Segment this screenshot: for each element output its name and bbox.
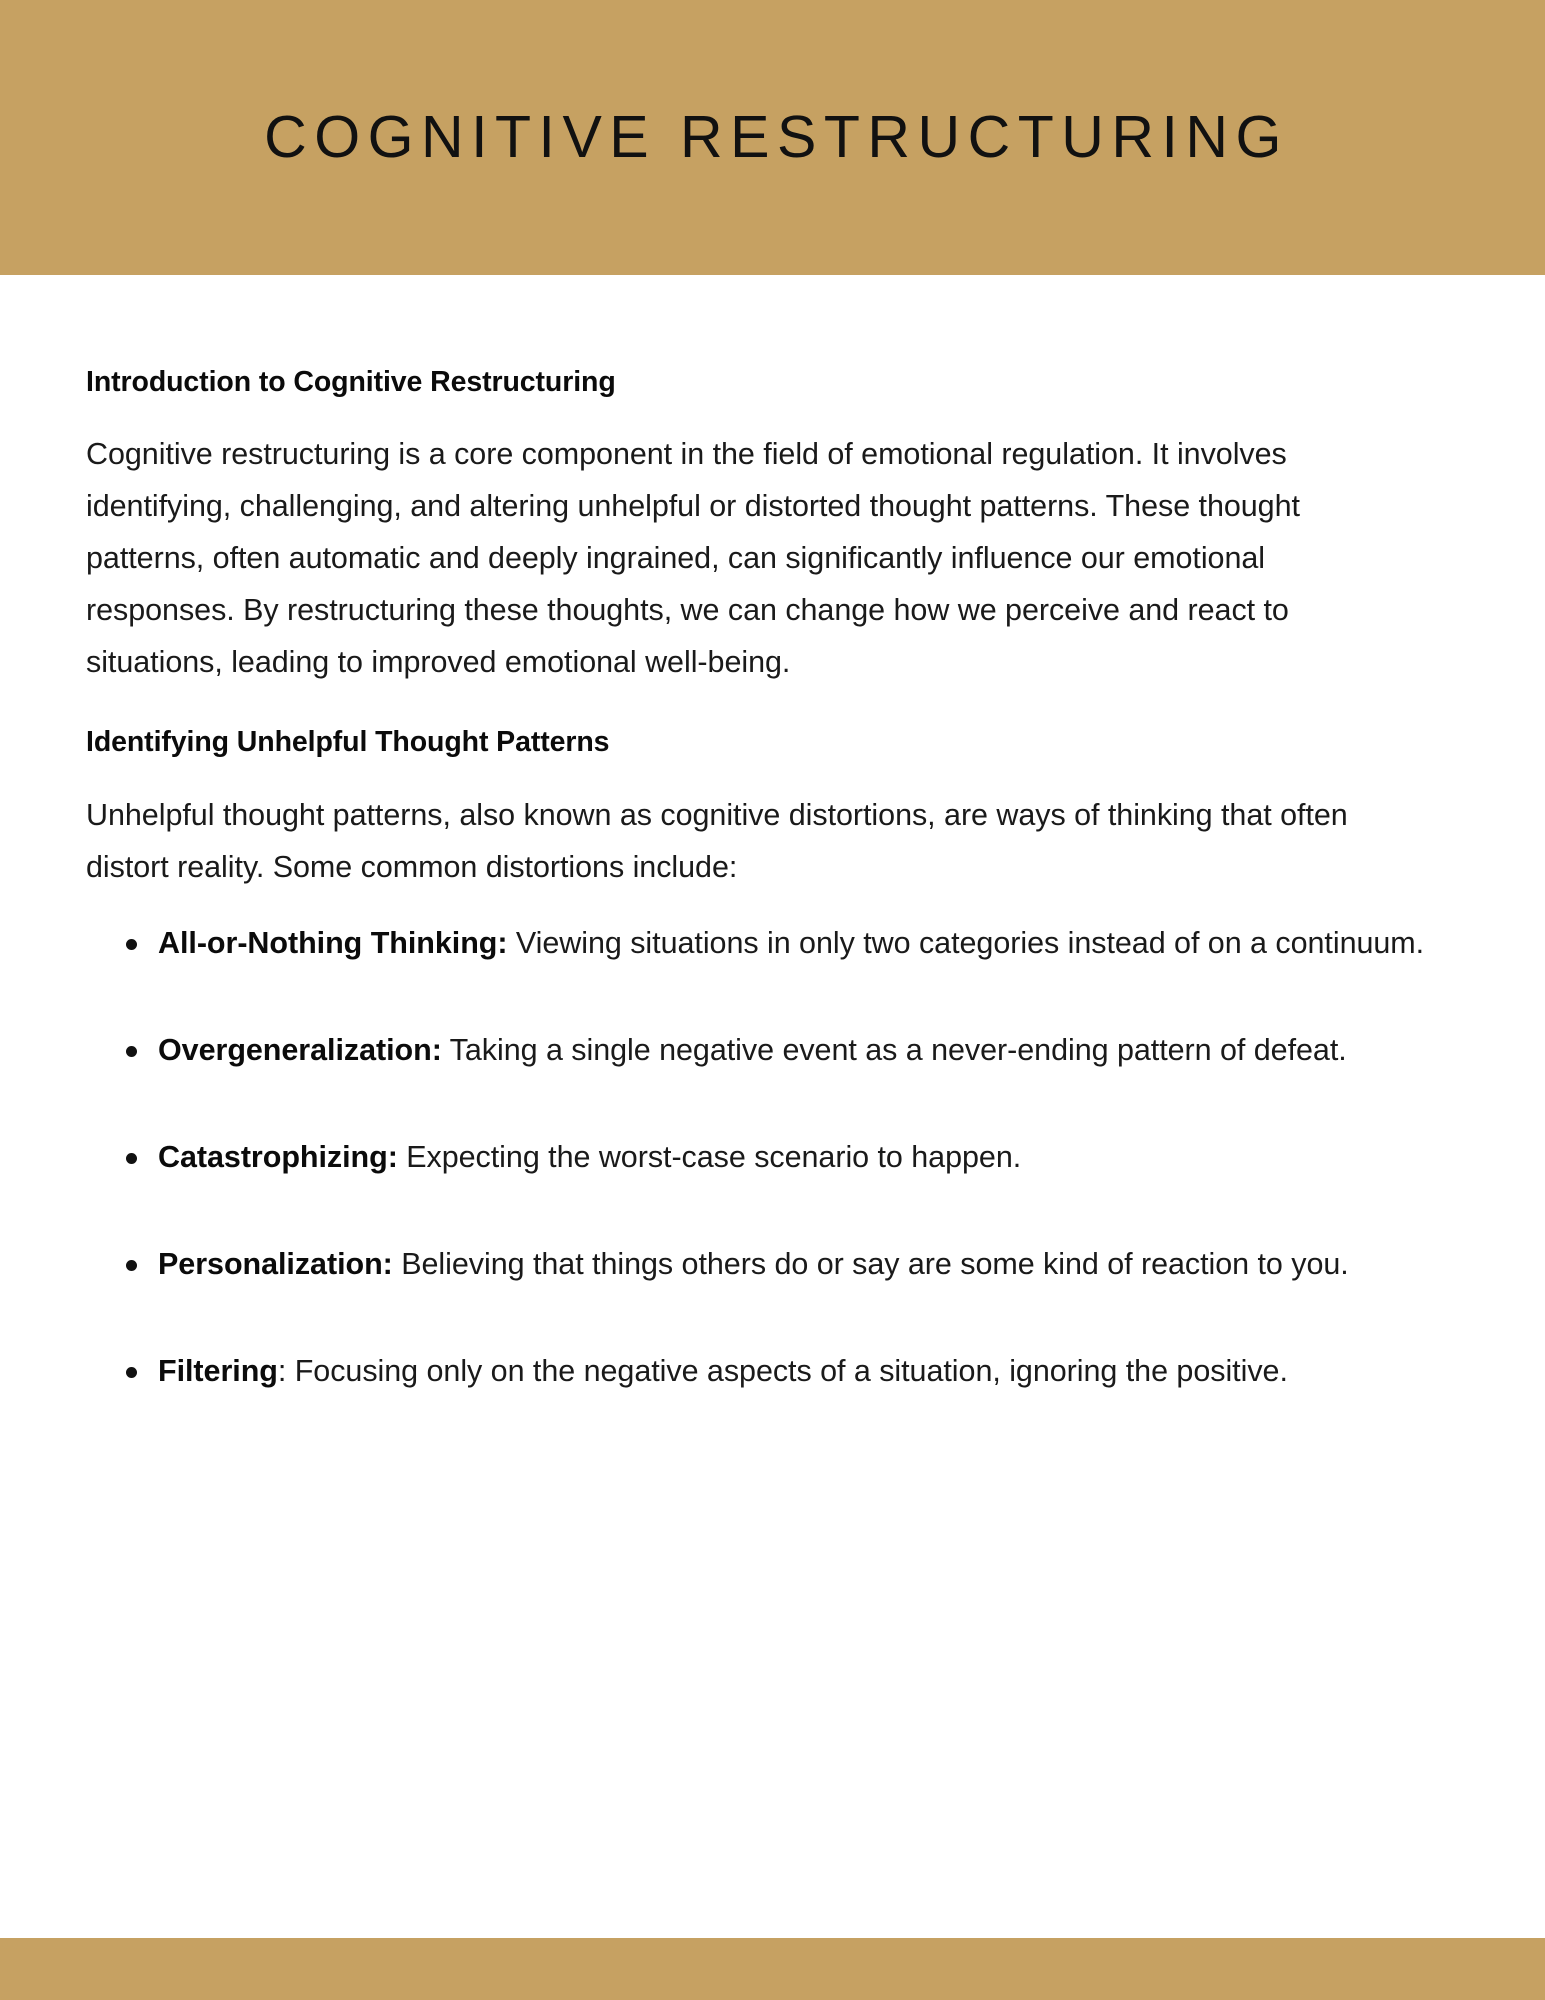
- list-item: [86, 1024, 1459, 1076]
- spacer: [86, 401, 1459, 428]
- page-title: COGNITIVE RESTRUCTURING: [264, 104, 1289, 171]
- list-item-description: Believing that things others do or say are some kind of reaction to you.: [392, 1246, 1349, 1281]
- spacer: [86, 762, 1459, 789]
- section-heading-identifying: Identifying Unhelpful Thought Patterns: [86, 726, 610, 759]
- list-item: [86, 1238, 1459, 1290]
- list-item-term: Filtering: [158, 1353, 278, 1388]
- list-item-description: : Focusing only on the negative aspects of a situation, ignoring the positive.: [277, 1353, 1288, 1388]
- list-item-term: Catastrophizing:: [158, 1139, 398, 1174]
- list-item: [86, 1131, 1459, 1183]
- document-body: [0, 275, 1545, 1938]
- section-heading-introduction: Introduction to Cognitive Restructuring: [86, 366, 616, 398]
- bullet-icon: [126, 1367, 137, 1378]
- list-item-term: Personalization:: [158, 1246, 393, 1281]
- paragraph-identifying: Unhelpful thought patterns, also known as cognitive distortions, are ways of thinking that often distort reality. Some common distortions include:: [86, 797, 1348, 884]
- spacer-top: [86, 275, 1459, 363]
- bullet-icon: [126, 1153, 137, 1164]
- bullet-icon: [126, 1046, 137, 1057]
- bullet-icon: [126, 939, 137, 950]
- list-item-description: Expecting the worst-case scenario to happen.: [397, 1139, 1022, 1174]
- header-band: [0, 0, 1545, 275]
- spacer: [86, 893, 1459, 917]
- paragraph-introduction: Cognitive restructuring is a core component in the field of emotional regulation. It involves identifying, challenging, and altering unhelpful or distorted thought patterns. These thought patterns, often automatic and deeply ingrained, can significantly influence our emotional responses. By restructuring these thoughts, we can change how we perceive and react to situations, leading to improved emotional well-being.: [86, 437, 1300, 680]
- list-item: [86, 1345, 1459, 1397]
- spacer: [86, 688, 1459, 723]
- bullet-icon: [126, 1260, 137, 1271]
- footer-band: [0, 1938, 1545, 2000]
- list-item-description: Taking a single negative event as a never-ending pattern of defeat.: [441, 1032, 1347, 1067]
- list-item-term: Overgeneralization:: [158, 1032, 442, 1067]
- list-item: [86, 917, 1459, 969]
- list-item-description: Viewing situations in only two categories instead of on a continuum.: [507, 925, 1425, 960]
- list-item-term: All-or-Nothing Thinking:: [158, 925, 508, 960]
- cognitive-distortions-list: [86, 917, 1459, 1397]
